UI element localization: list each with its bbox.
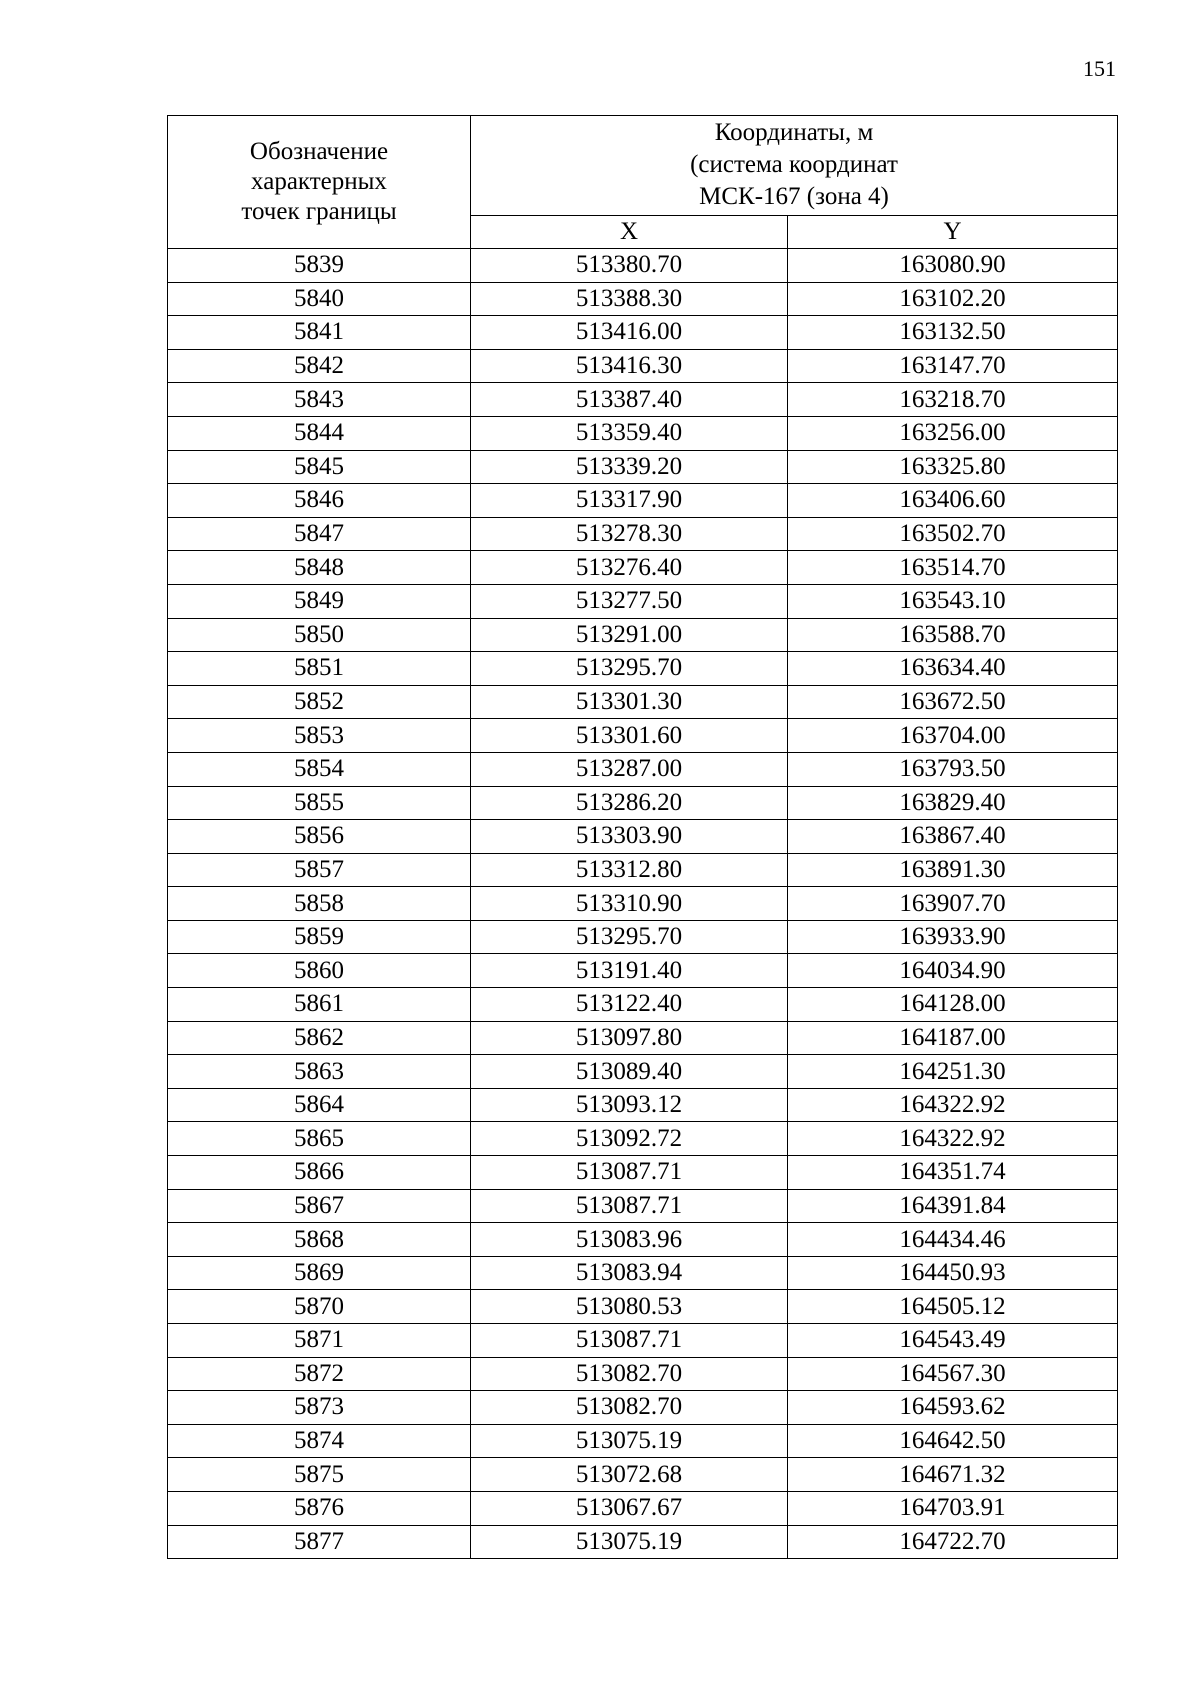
table-row [168, 316, 1118, 350]
table-row [168, 920, 1118, 954]
cell-point: 5853 [168, 719, 471, 753]
table-row [168, 1391, 1118, 1425]
table-row [168, 517, 1118, 551]
cell-point: 5861 [168, 988, 471, 1022]
cell-point: 5874 [168, 1424, 471, 1458]
header-designation-line: Обозначение [249, 138, 389, 165]
table-row [168, 1223, 1118, 1257]
cell-x: 513301.30 [471, 685, 788, 719]
cell-y: 164703.91 [788, 1491, 1118, 1525]
cell-point: 5864 [168, 1088, 471, 1122]
table-row [168, 1290, 1118, 1324]
cell-point: 5859 [168, 920, 471, 954]
cell-x: 513359.40 [471, 416, 788, 450]
cell-y: 164187.00 [788, 1021, 1118, 1055]
cell-x: 513122.40 [471, 988, 788, 1022]
table-row [168, 786, 1118, 820]
cell-y: 163406.60 [788, 484, 1118, 518]
header-y: Y [788, 215, 1118, 248]
cell-x: 513295.70 [471, 652, 788, 686]
cell-y: 164671.32 [788, 1458, 1118, 1492]
cell-point: 5842 [168, 349, 471, 383]
cell-point: 5863 [168, 1055, 471, 1089]
table-row [168, 1324, 1118, 1358]
table-row [168, 1156, 1118, 1190]
cell-y: 164391.84 [788, 1189, 1118, 1223]
table-row [168, 349, 1118, 383]
table-row [168, 584, 1118, 618]
cell-y: 163325.80 [788, 450, 1118, 484]
cell-x: 513075.19 [471, 1424, 788, 1458]
cell-x: 513072.68 [471, 1458, 788, 1492]
cell-x: 513087.71 [471, 1189, 788, 1223]
cell-point: 5845 [168, 450, 471, 484]
cell-y: 164434.46 [788, 1223, 1118, 1257]
cell-y: 164034.90 [788, 954, 1118, 988]
cell-x: 513312.80 [471, 853, 788, 887]
cell-point: 5851 [168, 652, 471, 686]
cell-x: 513317.90 [471, 484, 788, 518]
cell-y: 163634.40 [788, 652, 1118, 686]
cell-x: 513416.00 [471, 316, 788, 350]
cell-y: 164322.92 [788, 1122, 1118, 1156]
cell-x: 513082.70 [471, 1357, 788, 1391]
cell-x: 513097.80 [471, 1021, 788, 1055]
cell-x: 513087.71 [471, 1156, 788, 1190]
table-row [168, 1088, 1118, 1122]
header-designation-line: точек границы [241, 198, 397, 225]
cell-x: 513339.20 [471, 450, 788, 484]
cell-point: 5875 [168, 1458, 471, 1492]
cell-y: 164642.50 [788, 1424, 1118, 1458]
table-row [168, 988, 1118, 1022]
header-coordinates-line: МСК-167 (зона 4) [699, 183, 889, 211]
cell-point: 5844 [168, 416, 471, 450]
cell-y: 163793.50 [788, 752, 1118, 786]
cell-y: 163933.90 [788, 920, 1118, 954]
cell-point: 5867 [168, 1189, 471, 1223]
cell-point: 5865 [168, 1122, 471, 1156]
table-body [168, 249, 1118, 1559]
cell-x: 513291.00 [471, 618, 788, 652]
cell-x: 513089.40 [471, 1055, 788, 1089]
cell-point: 5872 [168, 1357, 471, 1391]
header-x: X [471, 215, 788, 248]
cell-y: 163704.00 [788, 719, 1118, 753]
cell-y: 163867.40 [788, 820, 1118, 854]
table-row [168, 1525, 1118, 1559]
cell-point: 5841 [168, 316, 471, 350]
cell-x: 513303.90 [471, 820, 788, 854]
cell-point: 5857 [168, 853, 471, 887]
table-row [168, 249, 1118, 283]
cell-point: 5877 [168, 1525, 471, 1559]
cell-x: 513093.12 [471, 1088, 788, 1122]
cell-y: 163543.10 [788, 584, 1118, 618]
cell-y: 164722.70 [788, 1525, 1118, 1559]
cell-x: 513092.72 [471, 1122, 788, 1156]
cell-point: 5847 [168, 517, 471, 551]
cell-y: 164128.00 [788, 988, 1118, 1022]
table-row [168, 752, 1118, 786]
table-row [168, 618, 1118, 652]
cell-x: 513301.60 [471, 719, 788, 753]
cell-point: 5860 [168, 954, 471, 988]
cell-x: 513075.19 [471, 1525, 788, 1559]
cell-point: 5839 [168, 249, 471, 283]
table-row [168, 282, 1118, 316]
table-row [168, 1122, 1118, 1156]
cell-y: 163132.50 [788, 316, 1118, 350]
coordinates-table [167, 115, 1118, 1559]
cell-y: 163256.00 [788, 416, 1118, 450]
cell-y: 163672.50 [788, 685, 1118, 719]
table-row [168, 551, 1118, 585]
cell-x: 513278.30 [471, 517, 788, 551]
cell-x: 513082.70 [471, 1391, 788, 1425]
cell-x: 513416.30 [471, 349, 788, 383]
table-row [168, 887, 1118, 921]
cell-point: 5858 [168, 887, 471, 921]
cell-y: 164593.62 [788, 1391, 1118, 1425]
cell-x: 513087.71 [471, 1324, 788, 1358]
table-row [168, 954, 1118, 988]
cell-x: 513067.67 [471, 1491, 788, 1525]
table-row [168, 484, 1118, 518]
cell-y: 163907.70 [788, 887, 1118, 921]
cell-point: 5870 [168, 1290, 471, 1324]
cell-y: 164567.30 [788, 1357, 1118, 1391]
cell-point: 5871 [168, 1324, 471, 1358]
table-row [168, 416, 1118, 450]
cell-point: 5846 [168, 484, 471, 518]
cell-x: 513191.40 [471, 954, 788, 988]
cell-y: 163891.30 [788, 853, 1118, 887]
cell-point: 5855 [168, 786, 471, 820]
table-row [168, 1491, 1118, 1525]
table-row [168, 1357, 1118, 1391]
cell-y: 163502.70 [788, 517, 1118, 551]
table-row [168, 450, 1118, 484]
cell-y: 163514.70 [788, 551, 1118, 585]
cell-x: 513083.94 [471, 1256, 788, 1290]
table-row [168, 1256, 1118, 1290]
cell-y: 164322.92 [788, 1088, 1118, 1122]
cell-x: 513276.40 [471, 551, 788, 585]
table-row [168, 383, 1118, 417]
cell-y: 163147.70 [788, 349, 1118, 383]
page-number: 151 [1083, 56, 1116, 81]
cell-y: 164450.93 [788, 1256, 1118, 1290]
cell-point: 5862 [168, 1021, 471, 1055]
cell-point: 5869 [168, 1256, 471, 1290]
cell-point: 5876 [168, 1491, 471, 1525]
cell-x: 513295.70 [471, 920, 788, 954]
cell-x: 513287.00 [471, 752, 788, 786]
table-row [168, 1424, 1118, 1458]
table-row [168, 719, 1118, 753]
cell-x: 513286.20 [471, 786, 788, 820]
cell-x: 513380.70 [471, 249, 788, 283]
cell-y: 163080.90 [788, 249, 1118, 283]
cell-point: 5873 [168, 1391, 471, 1425]
cell-point: 5854 [168, 752, 471, 786]
header-point-designation [168, 116, 471, 249]
cell-point: 5852 [168, 685, 471, 719]
cell-x: 513388.30 [471, 282, 788, 316]
header-coordinates-line: Координаты, м [714, 119, 874, 147]
cell-point: 5843 [168, 383, 471, 417]
header-designation-line: характерных [251, 168, 387, 195]
table-row [168, 1021, 1118, 1055]
table-row [168, 1458, 1118, 1492]
cell-x: 513080.53 [471, 1290, 788, 1324]
cell-y: 164543.49 [788, 1324, 1118, 1358]
cell-y: 163102.20 [788, 282, 1118, 316]
cell-point: 5868 [168, 1223, 471, 1257]
cell-y: 164505.12 [788, 1290, 1118, 1324]
table-header [168, 116, 1118, 249]
cell-y: 164251.30 [788, 1055, 1118, 1089]
cell-point: 5850 [168, 618, 471, 652]
cell-x: 513083.96 [471, 1223, 788, 1257]
table-row [168, 1055, 1118, 1089]
cell-point: 5848 [168, 551, 471, 585]
table-row [168, 685, 1118, 719]
cell-x: 513277.50 [471, 584, 788, 618]
table-row [168, 820, 1118, 854]
header-coordinates-line: (система координат [690, 151, 898, 179]
cell-y: 164351.74 [788, 1156, 1118, 1190]
cell-point: 5866 [168, 1156, 471, 1190]
cell-y: 163218.70 [788, 383, 1118, 417]
cell-y: 163588.70 [788, 618, 1118, 652]
cell-point: 5856 [168, 820, 471, 854]
cell-y: 163829.40 [788, 786, 1118, 820]
header-coordinates [471, 116, 1118, 216]
cell-point: 5840 [168, 282, 471, 316]
table-row [168, 1189, 1118, 1223]
cell-x: 513310.90 [471, 887, 788, 921]
table-row [168, 652, 1118, 686]
table-row [168, 853, 1118, 887]
cell-x: 513387.40 [471, 383, 788, 417]
cell-point: 5849 [168, 584, 471, 618]
